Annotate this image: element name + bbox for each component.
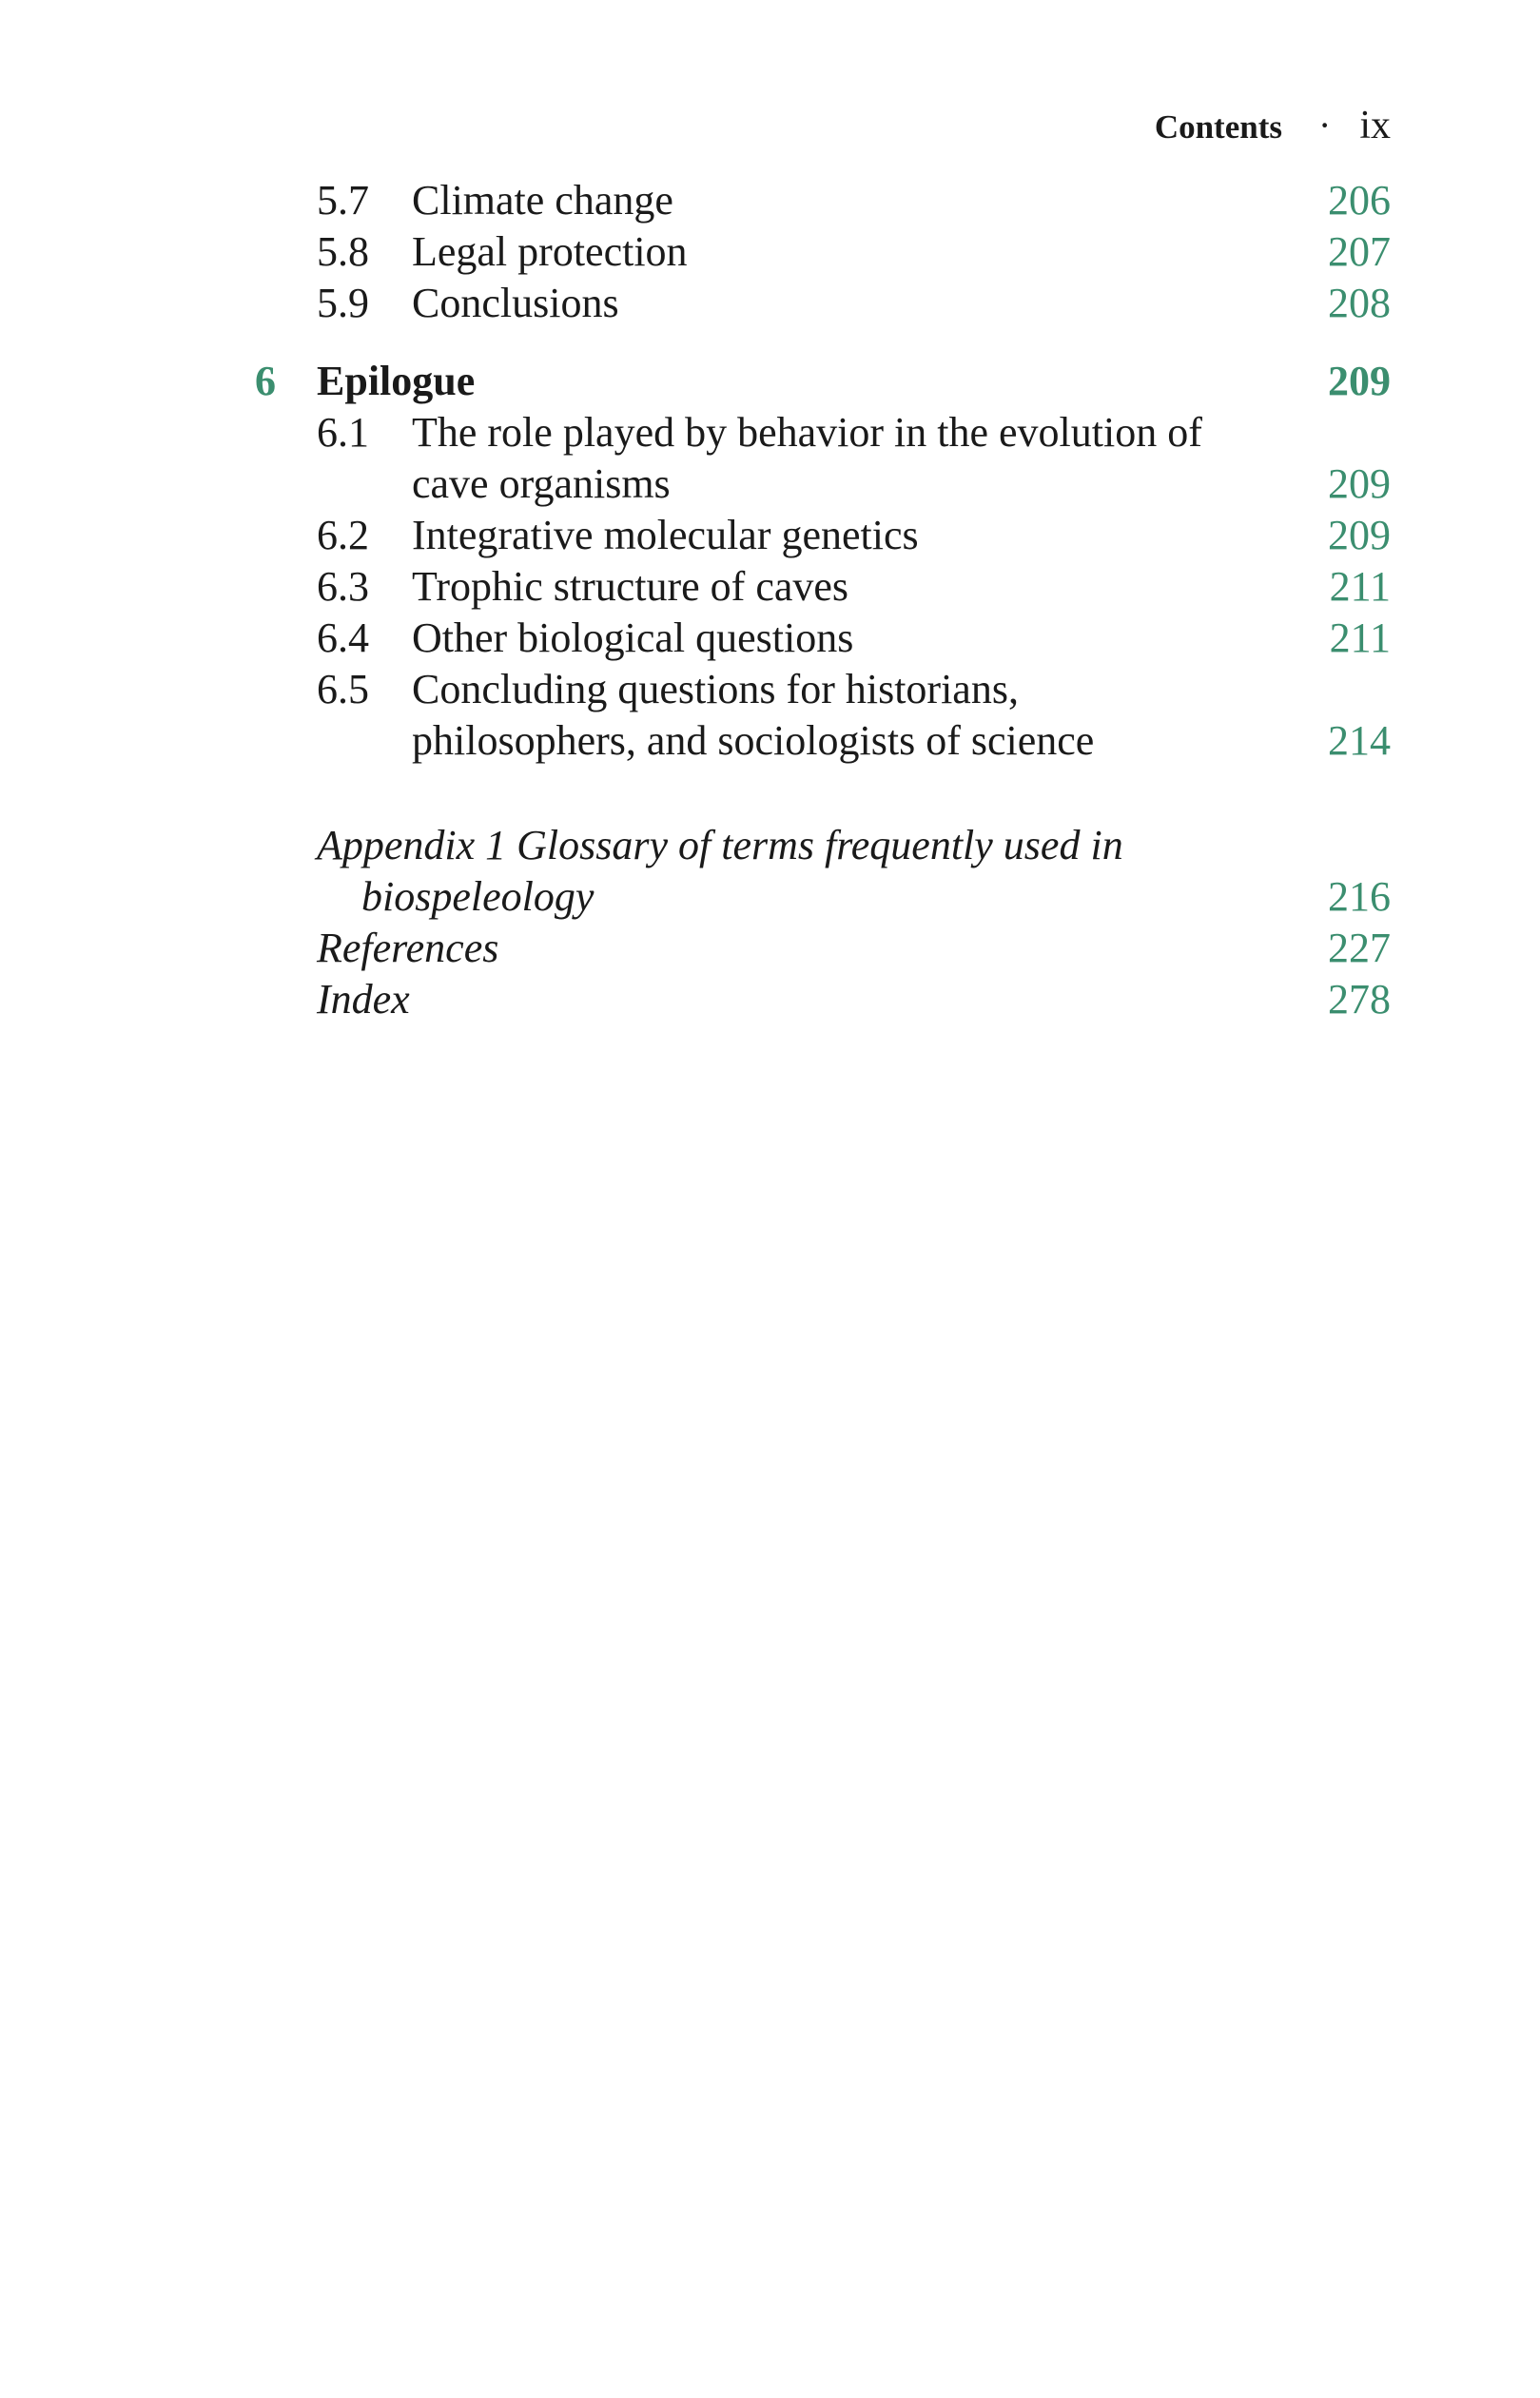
toc-entry-6-2[interactable] [0, 510, 1540, 561]
appendix-title-line2: biospeleology [361, 873, 595, 920]
toc-entry-5-7[interactable] [0, 175, 1540, 226]
running-head [1155, 103, 1391, 160]
toc-entry-6-5[interactable] [0, 664, 1540, 715]
toc-entry-6-1-cont[interactable] [0, 458, 1540, 510]
section-page[interactable]: 211 [1329, 563, 1391, 610]
section-title: Other biological questions [412, 614, 854, 661]
running-head-separator: · [1318, 104, 1332, 146]
appendix-title-line1: Appendix 1 Glossary of terms frequently used in [317, 822, 1123, 868]
section-number: 6.2 [317, 512, 369, 558]
section-title: Integrative molecular genetics [412, 512, 919, 558]
section-page[interactable]: 209 [1328, 512, 1391, 558]
section-page[interactable]: 206 [1328, 177, 1391, 224]
toc-entry-5-8[interactable] [0, 226, 1540, 278]
section-number: 6.1 [317, 409, 369, 456]
toc-appendix-1[interactable] [0, 820, 1540, 871]
toc-entry-6-4[interactable] [0, 613, 1540, 664]
section-number: 6.5 [317, 666, 369, 712]
section-title-line1: The role played by behavior in the evolution of [412, 409, 1202, 456]
running-head-page-number: ix [1359, 104, 1391, 147]
chapter-page[interactable]: 209 [1328, 358, 1391, 404]
toc-entry-6-3[interactable] [0, 561, 1540, 613]
section-number: 5.7 [317, 177, 369, 224]
section-number: 5.8 [317, 228, 369, 275]
section-page[interactable]: 207 [1328, 228, 1391, 275]
index-title: Index [317, 976, 410, 1023]
section-title: Climate change [412, 177, 673, 224]
references-page[interactable]: 227 [1328, 925, 1391, 971]
section-title-line1: Concluding questions for historians, [412, 666, 1019, 712]
section-number: 6.4 [317, 614, 369, 661]
section-page[interactable]: 211 [1329, 614, 1391, 661]
appendix-page[interactable]: 216 [1328, 873, 1391, 920]
toc-references[interactable] [0, 923, 1540, 974]
section-title: Trophic structure of caves [412, 563, 849, 610]
section-title-line2: cave organisms [412, 460, 671, 507]
chapter-number: 6 [255, 358, 276, 404]
toc-entry-6-1[interactable] [0, 407, 1540, 458]
toc-appendix-1-cont[interactable] [0, 871, 1540, 923]
toc-entry-6-5-cont[interactable] [0, 715, 1540, 767]
section-number: 6.3 [317, 563, 369, 610]
toc-index[interactable] [0, 974, 1540, 1025]
toc-chapter-6[interactable] [0, 356, 1540, 407]
running-head-title: Contents [1154, 108, 1282, 146]
section-page[interactable]: 214 [1328, 717, 1391, 764]
index-page[interactable]: 278 [1328, 976, 1391, 1023]
section-title: Conclusions [412, 280, 619, 326]
chapter-title: Epilogue [317, 358, 476, 404]
section-number: 5.9 [317, 280, 369, 326]
section-page[interactable]: 208 [1328, 280, 1391, 326]
references-title: References [317, 925, 499, 971]
section-title-line2: philosophers, and sociologists of science [412, 717, 1095, 764]
section-title: Legal protection [412, 228, 688, 275]
toc-entry-5-9[interactable] [0, 278, 1540, 329]
section-page[interactable]: 209 [1328, 460, 1391, 507]
